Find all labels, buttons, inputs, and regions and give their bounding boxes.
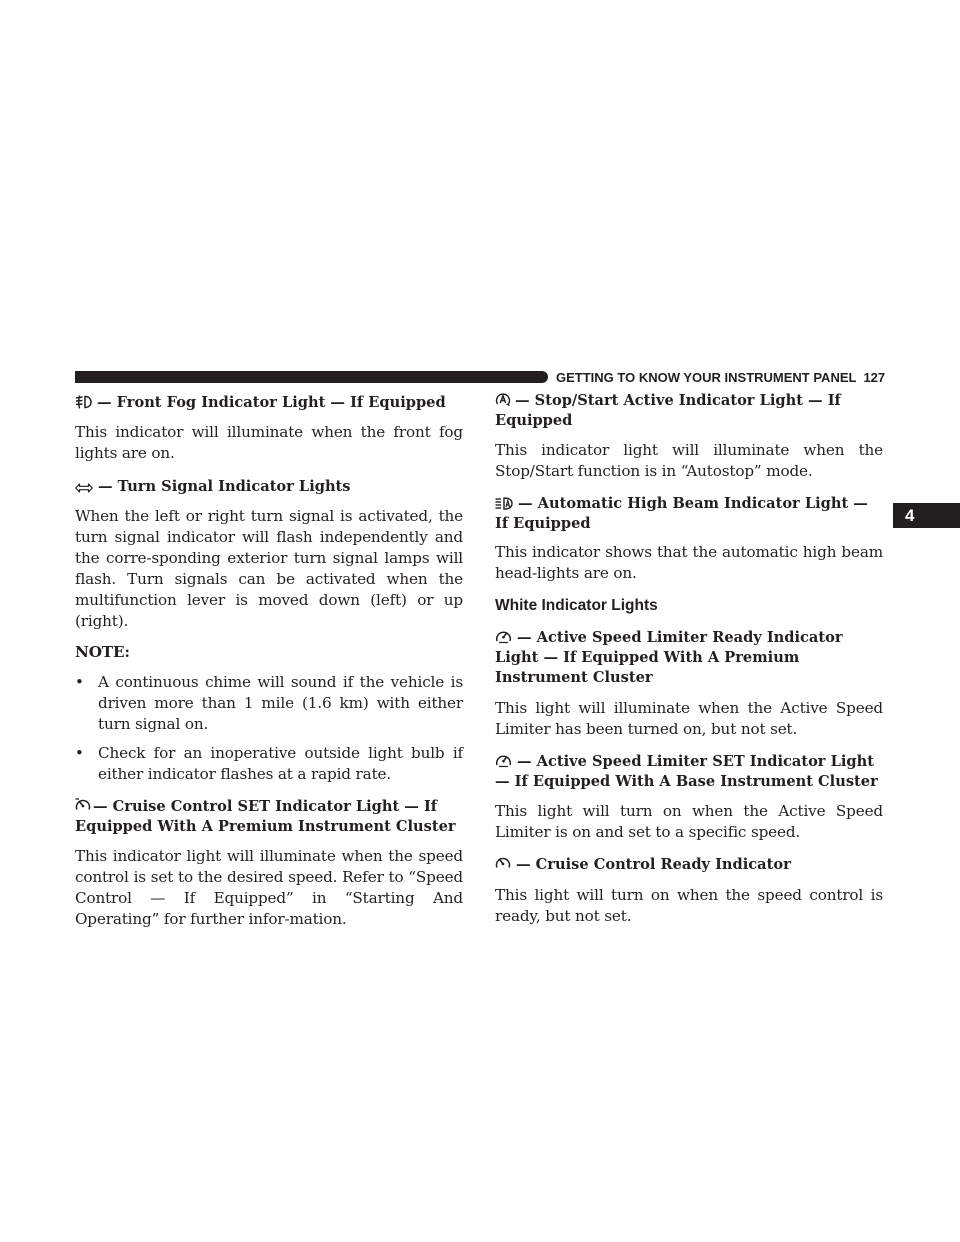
- auto-high-beam-body: This indicator shows that the automatic high beam head-lights are on.: [495, 543, 883, 582]
- right-column: [495, 391, 883, 927]
- turn-heading: [75, 477, 463, 497]
- running-head-title: GETTING TO KNOW YOUR INSTRUMENT PANEL: [556, 370, 857, 385]
- asl-set-heading: [495, 752, 883, 792]
- note-bullet-text: Check for an inoperative outside light bulb if either indicator flashes at a rapid rate.: [98, 744, 463, 783]
- running-head: [556, 370, 884, 386]
- asl-ready-title: — Active Speed Limiter Ready Indicator Light — If Equipped With A Premium Instrument Cluster: [495, 629, 843, 686]
- asl-ready-heading: [495, 628, 883, 688]
- turn-title: — Turn Signal Indicator Lights: [98, 478, 351, 495]
- note-bullet: • A continuous chime will sound if the vehicle is driven more than 1 mile (1.6 km) with either turn signal on.: [75, 673, 463, 733]
- header-rule: [75, 371, 548, 383]
- cruise-control-ready-icon: [495, 856, 511, 871]
- note-label: NOTE:: [75, 643, 130, 661]
- fog-title: — Front Fog Indicator Light — If Equipped: [97, 394, 446, 411]
- auto-high-beam-title: — Automatic High Beam Indicator Light — If Equipped: [495, 495, 868, 532]
- asl-set-title: — Active Speed Limiter SET Indicator Light — If Equipped With A Base Instrument Cluster: [495, 753, 878, 790]
- asl-ready-body: This light will illuminate when the Active Speed Limiter has been turned on, but not set.: [495, 699, 883, 738]
- cruise-ready-title: — Cruise Control Ready Indicator: [516, 856, 791, 873]
- auto-high-beam-heading: [495, 494, 883, 534]
- speed-limiter-ready-icon: [495, 629, 512, 644]
- note-bullet-text: A continuous chime will sound if the vehicle is driven more than 1 mile (1.6 km) with either turn signal on.: [98, 673, 463, 733]
- fog-heading: [75, 393, 463, 413]
- fog-body: This indicator will illuminate when the front fog lights are on.: [75, 423, 463, 462]
- left-column: [75, 391, 463, 930]
- stop-start-heading: [495, 391, 883, 431]
- page-number: 127: [863, 370, 886, 385]
- cruise-set-body: This indicator light will illuminate when the speed control is set to the desired speed. Refer to “Speed Control — If Equipped” in “Starting And Operating” for further infor-mation.: [75, 847, 463, 928]
- turn-body: When the left or right turn signal is activated, the turn signal indicator will flash independently and the corre-sponding exterior turn signal lamps will flash. Turn signals can be activated when the multifunction lever is moved down (left) or up (right).: [75, 507, 463, 630]
- chapter-tab: 4: [893, 503, 960, 528]
- stop-start-title: — Stop/Start Active Indicator Light — If Equipped: [495, 392, 841, 429]
- cruise-control-set-icon: [75, 798, 91, 813]
- cruise-ready-heading: [495, 855, 883, 875]
- stop-start-auto-icon: [495, 392, 511, 407]
- front-fog-light-icon: [75, 395, 92, 409]
- asl-set-body: This light will turn on when the Active Speed Limiter is on and set to a specific speed.: [495, 802, 883, 841]
- automatic-high-beam-icon: [495, 497, 513, 510]
- note-bullet: • Check for an inoperative outside light bulb if either indicator flashes at a rapid rate.: [75, 744, 463, 783]
- cruise-set-heading: [75, 797, 463, 837]
- white-indicator-heading: White Indicator Lights: [495, 597, 658, 614]
- stop-start-body: This indicator light will illuminate when the Stop/Start function is in “Autostop” mode.: [495, 441, 883, 480]
- speed-limiter-set-icon: [495, 753, 512, 768]
- cruise-ready-body: This light will turn on when the speed control is ready, but not set.: [495, 886, 883, 925]
- turn-signal-arrows-icon: [75, 483, 93, 493]
- cruise-set-title: — Cruise Control SET Indicator Light — If Equipped With A Premium Instrument Cluster: [75, 798, 456, 835]
